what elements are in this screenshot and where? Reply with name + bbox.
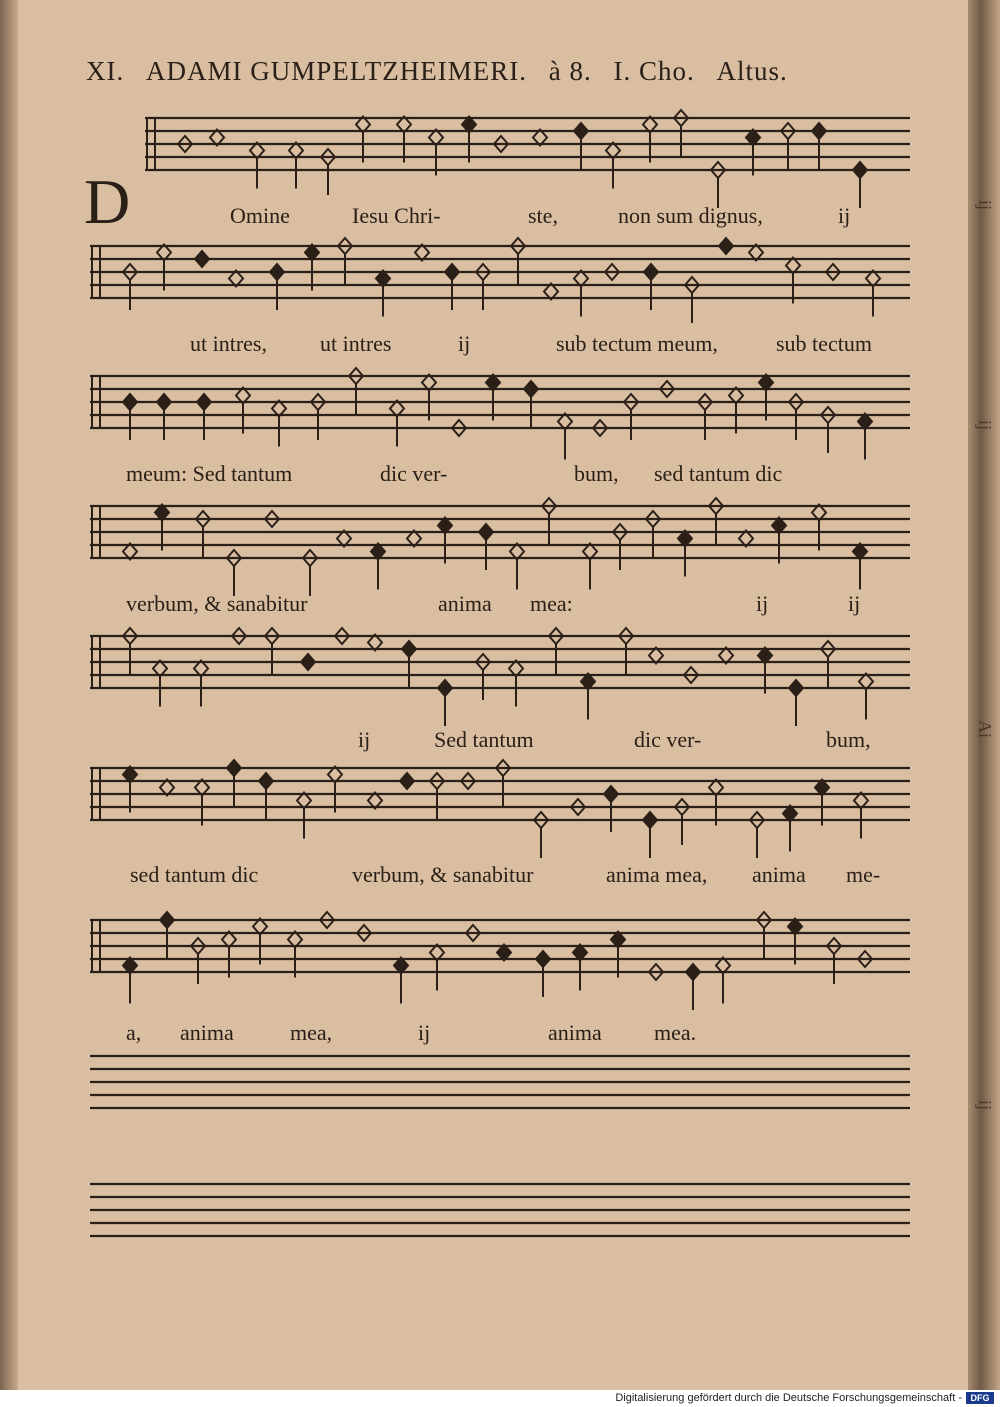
composer-name: ADAMI GUMPELTZHEIMERI. bbox=[146, 56, 527, 86]
lyric: anima mea, bbox=[606, 862, 708, 887]
note-head bbox=[643, 812, 657, 828]
note-head bbox=[604, 786, 618, 802]
lyric: a, bbox=[126, 1020, 142, 1045]
lyric: Omine bbox=[230, 203, 290, 228]
lyric: ij bbox=[756, 591, 769, 616]
choir-label: I. Cho. bbox=[613, 56, 695, 86]
note-head bbox=[259, 773, 273, 789]
edge-mark: ij bbox=[975, 420, 995, 431]
lyric: mea, bbox=[290, 1020, 333, 1045]
edge-mark: Ai bbox=[975, 720, 995, 738]
lyric: ij bbox=[418, 1020, 431, 1045]
lyric: dic ver- bbox=[380, 461, 448, 486]
lyric: sub tectum meum, bbox=[556, 331, 718, 356]
part-name: Altus. bbox=[716, 56, 788, 86]
lyric: me- bbox=[846, 862, 881, 887]
note-head bbox=[438, 680, 452, 696]
lyric: dic ver- bbox=[634, 727, 702, 752]
lyric: verbum, & sanabitur bbox=[126, 591, 308, 616]
lyric: sed tantum dic bbox=[654, 461, 783, 486]
lyric: Sed tantum bbox=[434, 727, 534, 752]
lyric: mea. bbox=[654, 1020, 697, 1045]
lyric: ij bbox=[358, 727, 371, 752]
lyric: anima bbox=[752, 862, 806, 887]
lyric: anima bbox=[438, 591, 492, 616]
lyric: Iesu Chri- bbox=[352, 203, 441, 228]
lyric: meum: Sed tantum bbox=[126, 461, 293, 486]
note-head bbox=[719, 238, 733, 254]
note-head bbox=[445, 264, 459, 280]
note-head bbox=[160, 912, 174, 928]
lyric: sub tectum bbox=[776, 331, 872, 356]
lyric: bum, bbox=[574, 461, 619, 486]
digitization-footer bbox=[0, 1390, 1000, 1407]
lyric: ste, bbox=[528, 203, 558, 228]
lyric: non sum dignus, bbox=[618, 203, 763, 228]
note-head bbox=[123, 394, 137, 410]
footer-credit: Digitalisierung gefördert durch die Deutsche Forschungsgemeinschaft - bbox=[615, 1392, 962, 1404]
note-head bbox=[195, 251, 209, 267]
edge-mark: ij bbox=[975, 1100, 995, 1111]
lyric: ij bbox=[458, 331, 471, 356]
note-head bbox=[402, 641, 416, 657]
lyric: ut intres bbox=[320, 331, 392, 356]
lyric: sed tantum dic bbox=[130, 862, 259, 887]
note-head bbox=[400, 773, 414, 789]
dfg-logo: DFG bbox=[966, 1392, 994, 1404]
lyric: anima bbox=[180, 1020, 234, 1045]
note-head bbox=[479, 524, 493, 540]
piece-number: XI. bbox=[86, 56, 125, 86]
lyric: mea: bbox=[530, 591, 573, 616]
voice-count: à 8. bbox=[548, 56, 592, 86]
initial-capital: D bbox=[84, 166, 131, 237]
lyric: ij bbox=[848, 591, 861, 616]
note-head bbox=[270, 264, 284, 280]
edge-mark: ij bbox=[975, 200, 995, 211]
note-head bbox=[227, 760, 241, 776]
note-head bbox=[301, 654, 315, 670]
note-head bbox=[644, 264, 658, 280]
lyric: ij bbox=[838, 203, 851, 228]
lyric: bum, bbox=[826, 727, 871, 752]
lyric: anima bbox=[548, 1020, 602, 1045]
note-head bbox=[574, 123, 588, 139]
note-head bbox=[686, 964, 700, 980]
note-head bbox=[853, 162, 867, 178]
note-head bbox=[536, 951, 550, 967]
lyric: ut intres, bbox=[190, 331, 267, 356]
note-head bbox=[524, 381, 538, 397]
lyric: verbum, & sanabitur bbox=[352, 862, 534, 887]
note-head bbox=[789, 680, 803, 696]
note-head bbox=[812, 123, 826, 139]
note-head bbox=[157, 394, 171, 410]
note-head bbox=[197, 394, 211, 410]
